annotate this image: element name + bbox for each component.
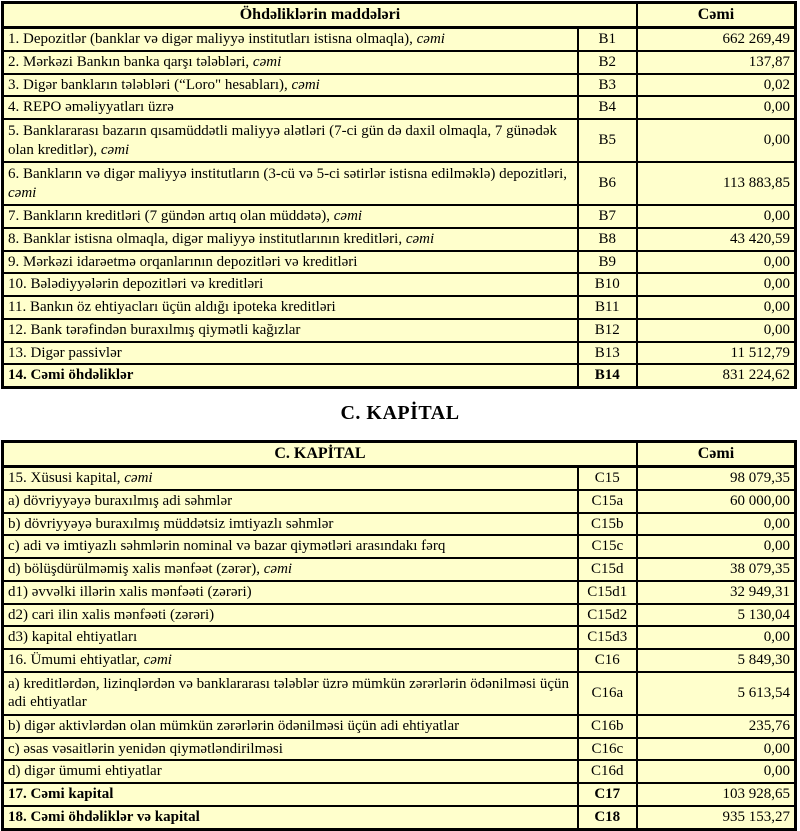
liabilities-header-row — [3, 3, 796, 28]
row-label: 1. Depozitlər (banklar və digər maliyyə institutları istisna olmaqla), — [8, 31, 417, 47]
row-label: 9. Mərkəzi idarəetmə orqanlarının depozitləri və kreditləri — [8, 253, 358, 270]
row-label: d) bölüşdürülməmiş xalis mənfəət (zərər), — [8, 561, 264, 577]
row-label-cell — [3, 364, 578, 387]
row-label: 6. Bankların və digər maliyyə institutların (3-cü və 5-ci sətirlər istisna edilməklə) depozitləri, — [8, 165, 567, 182]
row-value: 0,00 — [637, 96, 796, 119]
row-label-cell — [3, 162, 578, 205]
row-value: 98 079,35 — [637, 467, 796, 490]
row-label-italic-suffix: cəmi — [333, 208, 363, 224]
row-value: 0,00 — [637, 535, 796, 558]
row-value: 43 420,59 — [637, 228, 796, 251]
row-code: B9 — [578, 251, 637, 274]
row-label-italic-suffix: cəmi — [291, 76, 320, 93]
table-row — [3, 760, 796, 783]
row-value: 235,76 — [637, 715, 796, 738]
row-label-cell — [3, 74, 578, 97]
row-value: 0,00 — [637, 296, 796, 319]
row-value: 103 928,65 — [637, 783, 796, 806]
row-code: B11 — [578, 296, 637, 319]
row-code: B7 — [578, 205, 637, 228]
row-label-cell — [3, 626, 578, 649]
row-value: 60 000,00 — [637, 490, 796, 513]
row-value: 32 949,31 — [637, 581, 796, 604]
table-row — [3, 205, 796, 228]
row-value: 0,00 — [637, 513, 796, 536]
row-label-cell — [3, 535, 578, 558]
row-value: 0,00 — [637, 273, 796, 296]
row-code: B8 — [578, 228, 637, 251]
table-row — [3, 296, 796, 319]
row-label: 16. Ümumi ehtiyatlar, — [8, 652, 144, 668]
row-code: B13 — [578, 342, 637, 365]
table-row — [3, 626, 796, 649]
row-label: b) digər aktivlərdən olan mümkün zərərlərin ödənilməsi üçün adi ehtiyatlar — [8, 717, 460, 734]
row-label: 14. Cəmi öhdəliklər — [8, 367, 134, 384]
table-row — [3, 119, 796, 162]
row-label: 7. Bankların kreditləri (7 gündən artıq olan müddətə), — [8, 208, 334, 224]
row-value: 5 130,04 — [637, 604, 796, 627]
row-value: 935 153,27 — [637, 806, 796, 829]
row-code: C18 — [578, 806, 637, 829]
table-row — [3, 162, 796, 205]
row-label-italic-suffix: cəmi — [124, 470, 153, 486]
table-row — [3, 96, 796, 119]
row-code: B14 — [578, 364, 637, 387]
row-label-cell — [3, 806, 578, 829]
row-value: 0,00 — [637, 760, 796, 783]
row-label-cell — [3, 205, 578, 228]
row-label-cell — [3, 604, 578, 627]
table-row — [3, 319, 796, 342]
row-label: 13. Digər passivlər — [8, 344, 122, 361]
row-label: 4. REPO əməliyyatları üzrə — [8, 99, 174, 116]
liabilities-header-items: Öhdəliklərin maddələri — [3, 3, 637, 28]
row-code: B5 — [578, 119, 637, 162]
row-code: B6 — [578, 162, 637, 205]
row-label-cell — [3, 28, 578, 51]
row-label: 15. Xüsusi kapital, — [8, 470, 125, 486]
row-code: C15b — [578, 513, 637, 536]
row-value: 38 079,35 — [637, 558, 796, 581]
row-value: 11 512,79 — [637, 342, 796, 365]
row-label: c) adi və imtiyazlı səhmlərin nominal və bazar qiymətləri arasındakı fərq — [8, 538, 446, 555]
table-row — [3, 74, 796, 97]
row-label-italic-suffix: cəmi — [252, 53, 282, 70]
row-label: 12. Bank tərəfindən buraxılmış qiymətli kağızlar — [8, 321, 301, 338]
table-row — [3, 558, 796, 581]
row-label: 3. Digər bankların tələbləri (“Loro" hesabları), — [8, 76, 292, 93]
row-code: C15c — [578, 535, 637, 558]
row-code: C16 — [578, 649, 637, 672]
row-label: 2. Mərkəzi Bankın banka qarşı tələbləri, — [8, 53, 253, 70]
capital-header-total: Cəmi — [637, 442, 796, 467]
row-label-cell — [3, 467, 578, 490]
row-label-cell — [3, 513, 578, 536]
row-label: b) dövriyyəyə buraxılmış müddətsiz imtiyazlı səhmlər — [8, 515, 334, 532]
table-row — [3, 51, 796, 74]
row-label-italic-suffix: cəmi — [405, 230, 435, 247]
table-row — [3, 672, 796, 715]
row-label-italic-suffix: cəmi — [100, 141, 130, 158]
row-code: C15d1 — [578, 581, 637, 604]
table-row — [3, 342, 796, 365]
row-value: 0,00 — [637, 251, 796, 274]
row-label-cell — [3, 738, 578, 761]
capital-header-row — [3, 442, 796, 467]
row-code: C15d3 — [578, 626, 637, 649]
table-row — [3, 251, 796, 274]
table-row — [3, 513, 796, 536]
row-value: 0,00 — [637, 738, 796, 761]
row-label-cell — [3, 783, 578, 806]
row-label-cell — [3, 251, 578, 274]
row-code: C16b — [578, 715, 637, 738]
table-row — [3, 649, 796, 672]
section-title: C. KAPİTAL — [340, 402, 460, 424]
row-code: C16a — [578, 672, 637, 715]
row-code: C15 — [578, 467, 637, 490]
row-label: c) əsas vəsaitlərin yenidən qiymətləndirilməsi — [8, 740, 283, 757]
row-label-cell — [3, 296, 578, 319]
row-value: 0,00 — [637, 119, 796, 162]
row-code: C15a — [578, 490, 637, 513]
row-code: B3 — [578, 74, 637, 97]
row-label-italic-suffix: cəmi — [8, 184, 37, 201]
row-label-cell — [3, 558, 578, 581]
row-label-cell — [3, 581, 578, 604]
row-value: 831 224,62 — [637, 364, 796, 387]
row-code: B12 — [578, 319, 637, 342]
row-label-cell — [3, 342, 578, 365]
row-label: 8. Banklar istisna olmaqla, digər maliyyə institutlarının kreditləri, — [8, 230, 406, 247]
table-row — [3, 364, 796, 387]
row-label-italic-suffix: cəmi — [143, 652, 172, 668]
row-label-cell — [3, 96, 578, 119]
row-label-cell — [3, 228, 578, 251]
row-value: 113 883,85 — [637, 162, 796, 205]
row-label-cell — [3, 672, 578, 715]
row-label-cell — [3, 760, 578, 783]
row-value: 0,00 — [637, 626, 796, 649]
row-code: C15d2 — [578, 604, 637, 627]
row-label-italic-suffix: cəmi — [263, 561, 293, 577]
row-label: 5. Banklararası bazarın qısamüddətli maliyyə alətləri (7-ci gün də daxil olmaqla, 7 günədək olan kreditlər), — [8, 122, 557, 158]
table-row — [3, 273, 796, 296]
row-value: 0,00 — [637, 319, 796, 342]
row-code: B10 — [578, 273, 637, 296]
row-code: B2 — [578, 51, 637, 74]
row-label-cell — [3, 490, 578, 513]
row-label: d) digər ümumi ehtiyatlar — [8, 763, 162, 780]
row-label: 11. Bankın öz ehtiyacları üçün aldığı ipoteka kreditləri — [8, 299, 336, 315]
row-label-cell — [3, 319, 578, 342]
row-label: 18. Cəmi öhdəliklər və kapital — [8, 808, 200, 825]
table-row — [3, 604, 796, 627]
row-label: d3) kapital ehtiyatları — [8, 629, 138, 646]
capital-table — [1, 440, 797, 831]
row-label-cell — [3, 273, 578, 296]
row-code: C17 — [578, 783, 637, 806]
table-row — [3, 490, 796, 513]
liabilities-header-total: Cəmi — [637, 3, 796, 28]
row-label: 17. Cəmi kapital — [8, 786, 114, 802]
row-value: 137,87 — [637, 51, 796, 74]
row-label-cell — [3, 649, 578, 672]
row-code: C16c — [578, 738, 637, 761]
row-label-cell — [3, 51, 578, 74]
row-value: 5 613,54 — [637, 672, 796, 715]
row-label: a) dövriyyəyə buraxılmış adi səhmlər — [8, 492, 233, 509]
table-row — [3, 783, 796, 806]
row-label: a) kreditlərdən, lizinqlərdən və banklararası tələblər üzrə mümkün zərərlərin ödənilməsi üçün adi ehtiyatlar — [8, 675, 570, 711]
row-label-italic-suffix: cəmi — [416, 31, 445, 47]
row-label: d1) əvvəlki illərin xalis mənfəəti (zərəri) — [8, 583, 252, 600]
row-value: 5 849,30 — [637, 649, 796, 672]
liabilities-table — [1, 1, 797, 389]
table-row — [3, 715, 796, 738]
row-label: d2) cari ilin xalis mənfəəti (zərəri) — [8, 606, 215, 623]
table-row — [3, 28, 796, 51]
table-row — [3, 581, 796, 604]
table-row — [3, 467, 796, 490]
row-label-cell — [3, 119, 578, 162]
row-value: 662 269,49 — [637, 28, 796, 51]
table-row — [3, 806, 796, 829]
table-row — [3, 535, 796, 558]
row-code: B4 — [578, 96, 637, 119]
table-row — [3, 738, 796, 761]
capital-header-items: C. KAPİTAL — [3, 442, 637, 467]
table-row — [3, 228, 796, 251]
row-value: 0,00 — [637, 205, 796, 228]
row-label: 10. Bələdiyyələrin depozitləri və kreditləri — [8, 276, 264, 293]
row-code: C15d — [578, 558, 637, 581]
row-code: C16d — [578, 760, 637, 783]
row-value: 0,02 — [637, 74, 796, 97]
row-code: B1 — [578, 28, 637, 51]
row-label-cell — [3, 715, 578, 738]
